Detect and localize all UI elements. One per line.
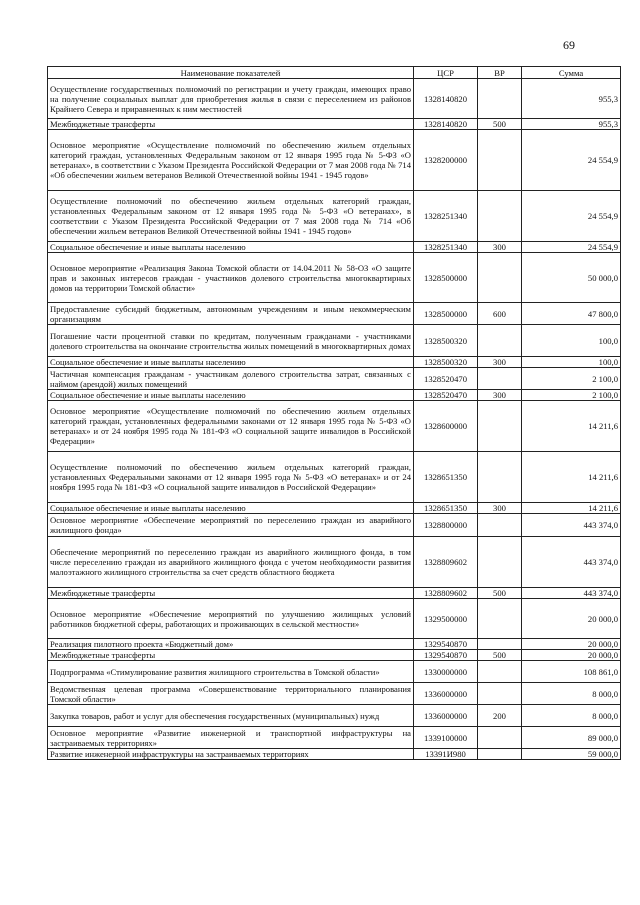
table-row <box>48 599 621 639</box>
row-csr: 1328651350 <box>414 503 478 514</box>
row-sum: 100,0 <box>522 357 621 368</box>
row-name: Осуществление государственных полномочий по регистрации и учету граждан, имеющих право на получение социальных выплат для приобретения жилья в связи с переселением из районов Крайнего Севера и приравненных к ним местностей <box>48 79 414 119</box>
row-name: Межбюджетные трансферты <box>48 119 414 130</box>
row-name: Развитие инженерной инфраструктуры на застраиваемых территориях <box>48 749 414 760</box>
row-sum: 89 000,0 <box>522 727 621 749</box>
row-csr: 1328140820 <box>414 79 478 119</box>
row-sum: 59 000,0 <box>522 749 621 760</box>
row-sum: 100,0 <box>522 325 621 357</box>
row-csr: 1328809602 <box>414 537 478 588</box>
row-name: Реализация пилотного проекта «Бюджетный дом» <box>48 639 414 650</box>
row-name: Погашение части процентной ставки по кредитам, полученным гражданами - участниками долевого строительства на окончание строительства жилых помещений в многоквартирных домах <box>48 325 414 357</box>
table-row <box>48 191 621 242</box>
row-vr: 200 <box>478 705 522 727</box>
row-vr <box>478 639 522 650</box>
header-sum: Сумма <box>522 67 621 79</box>
table-row <box>48 357 621 368</box>
row-vr: 300 <box>478 242 522 253</box>
table-row <box>48 119 621 130</box>
row-csr: 1328251340 <box>414 191 478 242</box>
row-csr: 1328520470 <box>414 368 478 390</box>
row-sum: 20 000,0 <box>522 599 621 639</box>
row-vr <box>478 599 522 639</box>
row-vr <box>478 749 522 760</box>
header-name: Наименование показателей <box>48 67 414 79</box>
table-row <box>48 683 621 705</box>
row-name: Межбюджетные трансферты <box>48 650 414 661</box>
row-vr: 300 <box>478 503 522 514</box>
table-row <box>48 242 621 253</box>
table-row <box>48 650 621 661</box>
row-sum: 47 800,0 <box>522 303 621 325</box>
table-row <box>48 749 621 760</box>
row-csr: 1328500000 <box>414 303 478 325</box>
row-vr <box>478 537 522 588</box>
row-name: Социальное обеспечение и иные выплаты населению <box>48 357 414 368</box>
row-csr: 1328600000 <box>414 401 478 452</box>
row-csr: 1328520470 <box>414 390 478 401</box>
row-name: Основное мероприятие «Развитие инженерной и транспортной инфраструктуры на застраиваемых территориях» <box>48 727 414 749</box>
row-name: Основное мероприятие «Реализация Закона Томской области от 14.04.2011 № 58-ОЗ «О защите прав и законных интересов граждан - участников долевого строительства многоквартирных домов на территории Томской области» <box>48 253 414 303</box>
row-sum: 8 000,0 <box>522 705 621 727</box>
row-name: Социальное обеспечение и иные выплаты населению <box>48 242 414 253</box>
row-vr <box>478 325 522 357</box>
row-csr: 1328251340 <box>414 242 478 253</box>
row-csr: 1329540870 <box>414 639 478 650</box>
row-csr: 1336000000 <box>414 705 478 727</box>
row-vr <box>478 79 522 119</box>
row-name: Основное мероприятие «Обеспечение мероприятий по переселению граждан из аварийного жилищного фонда» <box>48 514 414 537</box>
row-sum: 955,3 <box>522 119 621 130</box>
row-name: Основное мероприятие «Осуществление полномочий по обеспечению жильем отдельных категорий граждан, установленных Федеральным законом от 12 января 1995 года № 5-ФЗ «О ветеранах», в соответствии с Указом Президента Российской Федерации от 7 мая 2008 года № 714 «Об обеспечении жильем ветеранов Великой Отечественной войны 1941 - 1945 годов» <box>48 130 414 191</box>
page-number: 69 <box>563 38 575 52</box>
table-row <box>48 325 621 357</box>
row-sum: 20 000,0 <box>522 639 621 650</box>
table-row <box>48 130 621 191</box>
row-sum: 24 554,9 <box>522 242 621 253</box>
row-sum: 443 374,0 <box>522 537 621 588</box>
row-vr: 300 <box>478 390 522 401</box>
row-csr: 1328140820 <box>414 119 478 130</box>
row-sum: 50 000,0 <box>522 253 621 303</box>
row-sum: 8 000,0 <box>522 683 621 705</box>
row-name: Социальное обеспечение и иные выплаты населению <box>48 503 414 514</box>
row-csr: 1328500320 <box>414 325 478 357</box>
row-csr: 1328651350 <box>414 452 478 503</box>
row-sum: 14 211,6 <box>522 503 621 514</box>
row-name: Осуществление полномочий по обеспечению жильем отдельных категорий граждан, установленных Федеральными законами от 12 января 1995 года № 5-ФЗ «О ветеранах» и от 24 ноября 1995 года № 181-ФЗ «О социальной защите инвалидов в Российской Федерации» <box>48 452 414 503</box>
header-vr: ВР <box>478 67 522 79</box>
table-row <box>48 303 621 325</box>
row-vr: 500 <box>478 650 522 661</box>
table-header-row <box>48 67 621 79</box>
row-vr <box>478 514 522 537</box>
row-sum: 14 211,6 <box>522 452 621 503</box>
row-name: Основное мероприятие «Обеспечение мероприятий по улучшению жилищных условий работников бюджетной сферы, работающих и проживающих в сельской местности» <box>48 599 414 639</box>
row-vr: 500 <box>478 588 522 599</box>
row-vr: 500 <box>478 119 522 130</box>
row-name: Межбюджетные трансферты <box>48 588 414 599</box>
header-csr: ЦСР <box>414 67 478 79</box>
row-sum: 14 211,6 <box>522 401 621 452</box>
row-name: Ведомственная целевая программа «Совершенствование территориального планирования Томской области» <box>48 683 414 705</box>
row-name: Осуществление полномочий по обеспечению жильем отдельных категорий граждан, установленных Федеральным законом от 12 января 1995 года № 5-ФЗ «О ветеранах», в соответствии с Указом Президента Российской Федерации от 7 мая 2008 года № 714 «Об обеспечении жильем ветеранов Великой Отечественной войны 1941 - 1945 годов» <box>48 191 414 242</box>
row-vr <box>478 683 522 705</box>
row-vr: 300 <box>478 357 522 368</box>
row-csr: 1330000000 <box>414 661 478 683</box>
row-name: Обеспечение мероприятий по переселению граждан из аварийного жилищного фонда, в том числе переселению граждан из аварийного жилищного фонда с учетом необходимости развития малоэтажного жилищного строительства за счет средств областного бюджета <box>48 537 414 588</box>
row-sum: 443 374,0 <box>522 514 621 537</box>
table-row <box>48 368 621 390</box>
row-csr: 1329500000 <box>414 599 478 639</box>
row-name: Частичная компенсация гражданам - участникам долевого строительства затрат, связанных с наймом (арендой) жилых помещений <box>48 368 414 390</box>
table-row <box>48 727 621 749</box>
row-csr: 1329540870 <box>414 650 478 661</box>
row-sum: 955,3 <box>522 79 621 119</box>
table-row <box>48 588 621 599</box>
table-row <box>48 705 621 727</box>
table-row <box>48 537 621 588</box>
row-vr <box>478 401 522 452</box>
row-name: Предоставление субсидий бюджетным, автономным учреждениям и иным некоммерческим организациям <box>48 303 414 325</box>
row-name: Закупка товаров, работ и услуг для обеспечения государственных (муниципальных) нужд <box>48 705 414 727</box>
row-csr: 1328800000 <box>414 514 478 537</box>
row-sum: 24 554,9 <box>522 191 621 242</box>
row-vr <box>478 452 522 503</box>
row-sum: 108 861,0 <box>522 661 621 683</box>
row-vr <box>478 191 522 242</box>
row-sum: 2 100,0 <box>522 390 621 401</box>
row-vr <box>478 727 522 749</box>
row-name: Подпрограмма «Стимулирование развития жилищного строительства в Томской области» <box>48 661 414 683</box>
row-csr: 1339100000 <box>414 727 478 749</box>
row-vr <box>478 368 522 390</box>
table-row <box>48 639 621 650</box>
table-row <box>48 503 621 514</box>
budget-table <box>47 66 621 760</box>
row-name: Основное мероприятие «Осуществление полномочий по обеспечению жильем отдельных категорий граждан, установленных федеральными законами от 12 января 1995 года № 5-ФЗ «О ветеранах» и от 24 ноября 1995 года № 181-ФЗ «О социальной защите инвалидов в Российской Федерации» <box>48 401 414 452</box>
table-row <box>48 514 621 537</box>
row-csr: 1328200000 <box>414 130 478 191</box>
row-sum: 20 000,0 <box>522 650 621 661</box>
row-csr: 1328809602 <box>414 588 478 599</box>
row-csr: 1328500000 <box>414 253 478 303</box>
row-vr <box>478 130 522 191</box>
table-row <box>48 401 621 452</box>
row-vr <box>478 661 522 683</box>
row-name: Социальное обеспечение и иные выплаты населению <box>48 390 414 401</box>
table-row <box>48 390 621 401</box>
row-sum: 24 554,9 <box>522 130 621 191</box>
table-row <box>48 79 621 119</box>
row-csr: 13391И980 <box>414 749 478 760</box>
row-vr: 600 <box>478 303 522 325</box>
row-sum: 443 374,0 <box>522 588 621 599</box>
table-row <box>48 661 621 683</box>
row-sum: 2 100,0 <box>522 368 621 390</box>
table-row <box>48 253 621 303</box>
row-csr: 1328500320 <box>414 357 478 368</box>
row-vr <box>478 253 522 303</box>
table-row <box>48 452 621 503</box>
row-csr: 1336000000 <box>414 683 478 705</box>
